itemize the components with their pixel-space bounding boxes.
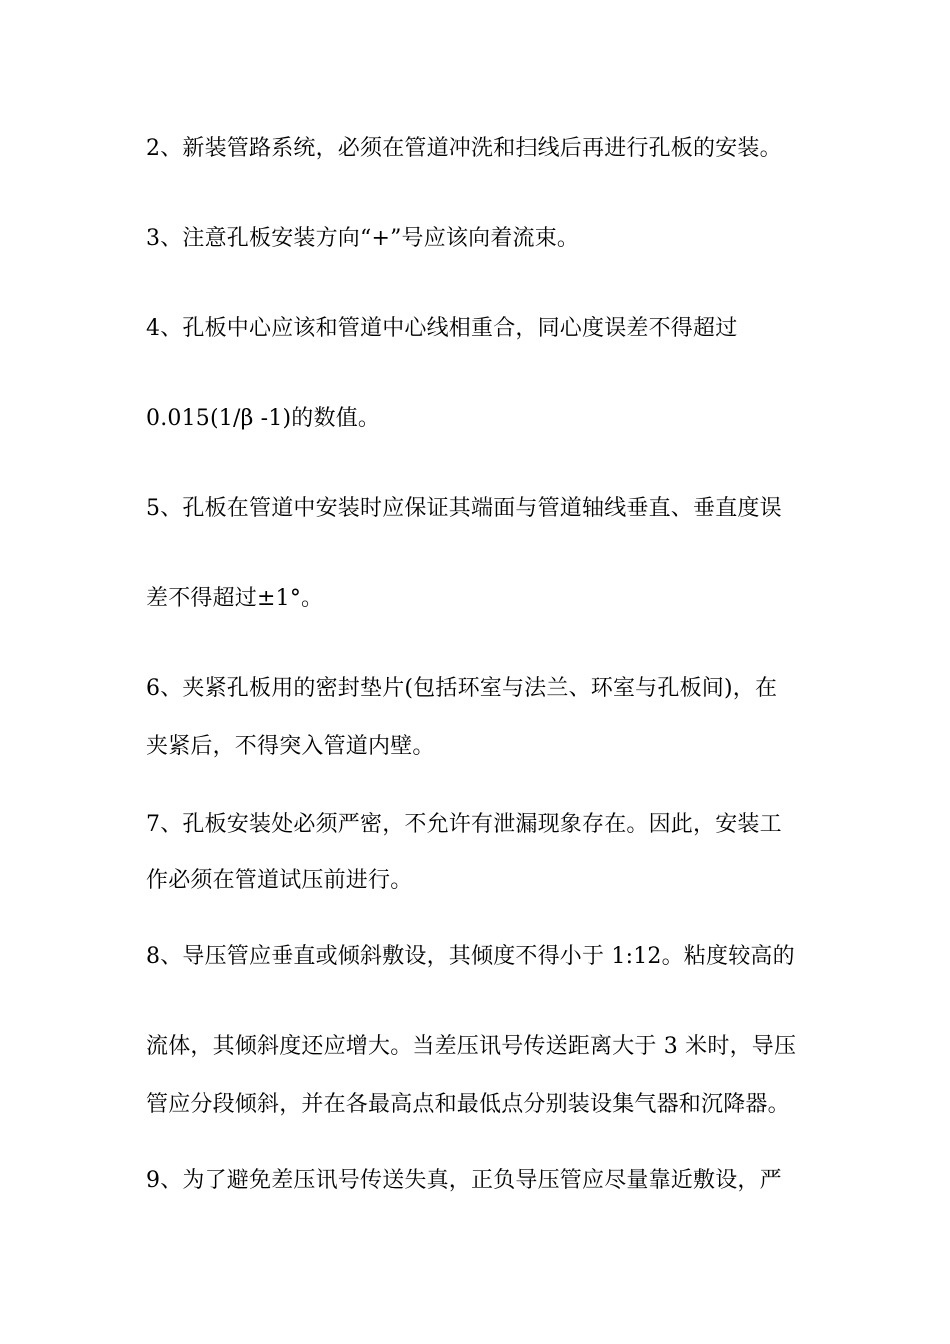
text-line-item-3: 3、注意孔板安装方向“+”号应该向着流束。: [146, 226, 580, 251]
text-line-item-4: 4、孔板中心应该和管道中心线相重合，同心度误差不得超过: [146, 316, 738, 341]
text-line-item-9: 9、为了避免差压讯号传送失真，正负导压管应尽量靠近敷设，严: [146, 1168, 782, 1193]
text-line-item-8-cont-1: 流体，其倾斜度还应增大。当差压讯号传送距离大于 3 米时，导压: [146, 1034, 797, 1059]
text-line-item-6-cont: 夹紧后，不得突入管道内壁。: [146, 734, 435, 759]
text-line-item-8-cont-2: 管应分段倾斜，并在各最高点和最低点分别装设集气器和沉降器。: [146, 1092, 790, 1117]
text-line-item-6: 6、夹紧孔板用的密封垫片(包括环室与法兰、环室与孔板间)，在: [146, 676, 778, 701]
text-line-item-5-cont: 差不得超过±1°。: [146, 586, 324, 611]
text-line-item-4-cont: 0.015(1/β -1)的数值。: [146, 406, 381, 431]
text-line-item-5: 5、孔板在管道中安装时应保证其端面与管道轴线垂直、垂直度误: [146, 496, 782, 521]
text-line-item-7-cont: 作必须在管道试压前进行。: [146, 868, 413, 893]
text-line-item-2: 2、新装管路系统，必须在管道冲洗和扫线后再进行孔板的安装。: [146, 136, 782, 161]
text-line-item-7: 7、孔板安装处必须严密，不允许有泄漏现象存在。因此，安装工: [146, 812, 782, 837]
text-line-item-8: 8、导压管应垂直或倾斜敷设，其倾度不得小于 1:12。粘度较高的: [146, 944, 795, 969]
